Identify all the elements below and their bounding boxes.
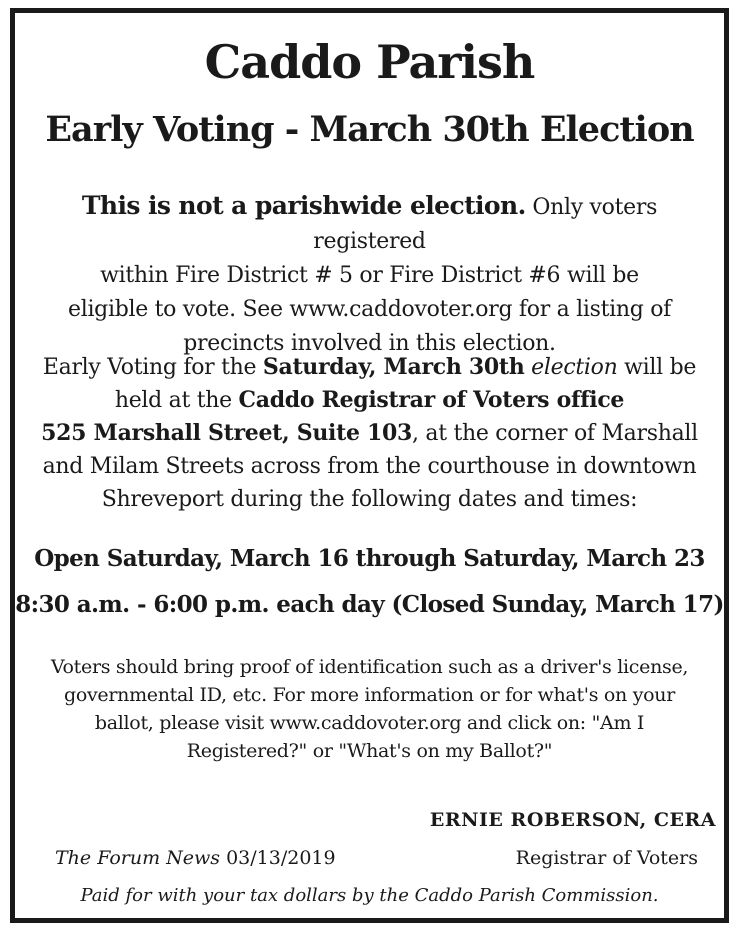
signer-name: ERNIE ROBERSON, CERA <box>429 809 716 831</box>
details-text: held at the <box>114 388 239 413</box>
instructions-paragraph <box>27 653 712 765</box>
details-line-3 <box>27 417 712 450</box>
publication-line <box>55 847 336 869</box>
intro-line-1 <box>27 189 712 259</box>
details-text: will be <box>617 355 697 380</box>
title-election: Early Voting - March 30th Election <box>45 109 694 150</box>
instructions-line-2: governmental ID, etc. For more information or for what's on your <box>63 684 676 706</box>
instructions-line-4: Registered?" or "What's on my Ballot?" <box>186 740 553 762</box>
paid-notice: Paid for with your tax dollars by the Caddo Parish Commission. <box>80 885 659 906</box>
publication-name: The Forum News <box>55 847 221 869</box>
intro-line-4: precincts involved in this election. <box>183 331 556 356</box>
office-address: 525 Marshall Street, Suite 103 <box>41 420 413 446</box>
details-text: Early Voting for the <box>42 355 263 380</box>
hours-dates: Open Saturday, March 16 through Saturday, March 23 <box>34 545 705 572</box>
election-word: election <box>531 355 618 380</box>
instructions-line-1: Voters should bring proof of identification such as a driver's license, <box>50 656 689 678</box>
details-line-4: and Milam Streets across from the courthouse in downtown <box>42 454 697 479</box>
details-line-2 <box>27 384 712 417</box>
hours-times: 8:30 a.m. - 6:00 p.m. each day (Closed Sunday, March 17) <box>15 591 724 618</box>
notice-border <box>10 8 729 923</box>
intro-lead: This is not a parishwide election. <box>81 191 526 220</box>
publication-date: 03/13/2019 <box>220 847 336 869</box>
details-line-5: Shreveport during the following dates and times: <box>101 487 638 512</box>
election-date: Saturday, March 30th <box>262 354 525 380</box>
title-parish: Caddo Parish <box>204 35 535 89</box>
intro-paragraph <box>27 189 712 361</box>
intro-line-3: eligible to vote. See www.caddovoter.org for a listing of <box>67 297 671 322</box>
details-paragraph <box>27 351 712 516</box>
intro-line-1-rest: Only voters registered <box>313 195 658 254</box>
intro-line-2: within Fire District # 5 or Fire District #6 will be <box>100 263 639 288</box>
details-text: , at the corner of Marshall <box>412 421 698 446</box>
instructions-line-3: ballot, please visit www.caddovoter.org and click on: "Am I <box>94 712 645 734</box>
registrar-office: Caddo Registrar of Voters office <box>238 387 625 413</box>
details-line-1 <box>27 351 712 384</box>
signer-title: Registrar of Voters <box>515 847 698 869</box>
